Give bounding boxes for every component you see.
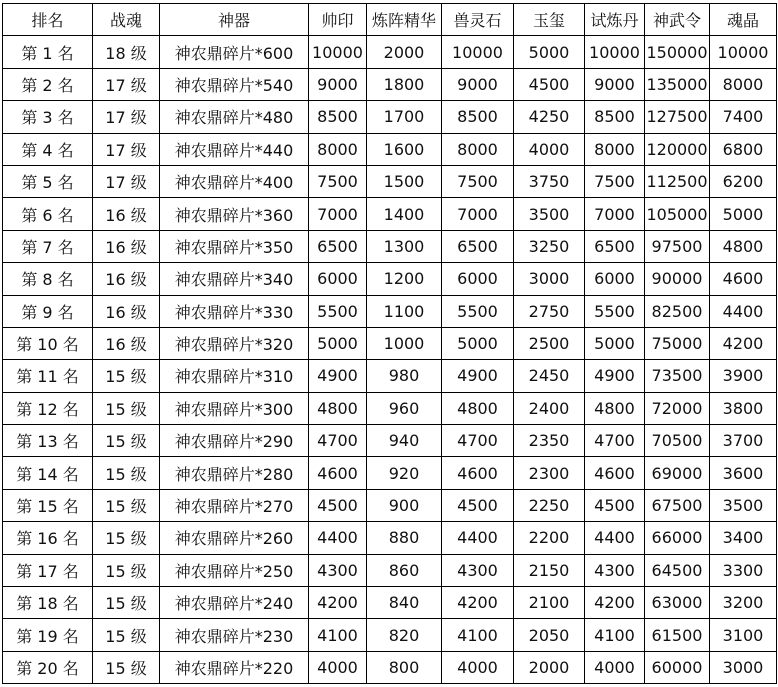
cell-divine-token: 72000	[645, 392, 710, 424]
cell-battle-soul: 15 级	[93, 489, 160, 521]
cell-jade-seal: 2100	[514, 587, 585, 619]
cell-beast-stone: 5500	[442, 295, 514, 327]
cell-formation-essence: 860	[367, 554, 442, 586]
cell-trial-pill: 4900	[585, 360, 645, 392]
header-cell-trial-pill: 试炼丹	[585, 4, 645, 36]
cell-seal: 8500	[309, 101, 367, 133]
cell-beast-stone: 4500	[442, 489, 514, 521]
cell-divine-token: 105000	[645, 198, 710, 230]
cell-seal: 4400	[309, 522, 367, 554]
cell-jade-seal: 4000	[514, 133, 585, 165]
cell-divine-token: 63000	[645, 587, 710, 619]
table-row	[3, 489, 777, 521]
cell-soul-crystal: 8000	[710, 68, 777, 100]
cell-trial-pill: 4100	[585, 619, 645, 651]
cell-rank: 第 10 名	[3, 327, 93, 359]
header-cell-battle-soul: 战魂	[93, 4, 160, 36]
cell-jade-seal: 2350	[514, 425, 585, 457]
header-cell-formation-essence: 炼阵精华	[367, 4, 442, 36]
cell-beast-stone: 7500	[442, 165, 514, 197]
table-row	[3, 425, 777, 457]
cell-divine-token: 90000	[645, 263, 710, 295]
cell-divine-token: 66000	[645, 522, 710, 554]
cell-jade-seal: 2400	[514, 392, 585, 424]
cell-jade-seal: 2450	[514, 360, 585, 392]
cell-artifact: 神农鼎碎片*270	[160, 489, 309, 521]
cell-jade-seal: 2500	[514, 327, 585, 359]
cell-formation-essence: 960	[367, 392, 442, 424]
cell-artifact: 神农鼎碎片*290	[160, 425, 309, 457]
cell-trial-pill: 4600	[585, 457, 645, 489]
cell-seal: 4300	[309, 554, 367, 586]
cell-rank: 第 19 名	[3, 619, 93, 651]
cell-rank: 第 17 名	[3, 554, 93, 586]
cell-rank: 第 12 名	[3, 392, 93, 424]
cell-rank: 第 13 名	[3, 425, 93, 457]
cell-artifact: 神农鼎碎片*600	[160, 36, 309, 68]
cell-trial-pill: 6000	[585, 263, 645, 295]
header-cell-soul-crystal: 魂晶	[710, 4, 777, 36]
cell-jade-seal: 4500	[514, 68, 585, 100]
cell-jade-seal: 3000	[514, 263, 585, 295]
cell-formation-essence: 1700	[367, 101, 442, 133]
cell-artifact: 神农鼎碎片*220	[160, 651, 309, 683]
cell-jade-seal: 2050	[514, 619, 585, 651]
cell-soul-crystal: 5000	[710, 198, 777, 230]
cell-seal: 10000	[309, 36, 367, 68]
cell-seal: 7500	[309, 165, 367, 197]
table-row	[3, 133, 777, 165]
cell-artifact: 神农鼎碎片*260	[160, 522, 309, 554]
cell-divine-token: 73500	[645, 360, 710, 392]
table-row	[3, 360, 777, 392]
cell-soul-crystal: 3700	[710, 425, 777, 457]
cell-artifact: 神农鼎碎片*350	[160, 230, 309, 262]
cell-jade-seal: 2150	[514, 554, 585, 586]
header-cell-seal: 帅印	[309, 4, 367, 36]
table-row	[3, 263, 777, 295]
cell-beast-stone: 4600	[442, 457, 514, 489]
cell-divine-token: 150000	[645, 36, 710, 68]
cell-jade-seal: 3250	[514, 230, 585, 262]
table-body	[3, 36, 777, 684]
cell-artifact: 神农鼎碎片*540	[160, 68, 309, 100]
cell-divine-token: 67500	[645, 489, 710, 521]
cell-seal: 4900	[309, 360, 367, 392]
cell-trial-pill: 4400	[585, 522, 645, 554]
cell-beast-stone: 4900	[442, 360, 514, 392]
cell-formation-essence: 820	[367, 619, 442, 651]
cell-soul-crystal: 3600	[710, 457, 777, 489]
header-row	[3, 4, 777, 36]
cell-rank: 第 16 名	[3, 522, 93, 554]
cell-rank: 第 3 名	[3, 101, 93, 133]
cell-battle-soul: 15 级	[93, 587, 160, 619]
cell-battle-soul: 15 级	[93, 651, 160, 683]
cell-rank: 第 4 名	[3, 133, 93, 165]
cell-trial-pill: 4200	[585, 587, 645, 619]
ranking-rewards-table-container	[2, 3, 776, 684]
cell-formation-essence: 880	[367, 522, 442, 554]
cell-soul-crystal: 4800	[710, 230, 777, 262]
cell-jade-seal: 3500	[514, 198, 585, 230]
cell-formation-essence: 1800	[367, 68, 442, 100]
cell-seal: 4500	[309, 489, 367, 521]
cell-formation-essence: 1100	[367, 295, 442, 327]
cell-artifact: 神农鼎碎片*300	[160, 392, 309, 424]
cell-divine-token: 61500	[645, 619, 710, 651]
cell-soul-crystal: 4200	[710, 327, 777, 359]
cell-beast-stone: 4400	[442, 522, 514, 554]
cell-formation-essence: 1500	[367, 165, 442, 197]
table-row	[3, 327, 777, 359]
cell-soul-crystal: 10000	[710, 36, 777, 68]
cell-formation-essence: 800	[367, 651, 442, 683]
cell-soul-crystal: 6200	[710, 165, 777, 197]
cell-seal: 4600	[309, 457, 367, 489]
cell-artifact: 神农鼎碎片*230	[160, 619, 309, 651]
cell-rank: 第 9 名	[3, 295, 93, 327]
cell-formation-essence: 840	[367, 587, 442, 619]
cell-battle-soul: 15 级	[93, 522, 160, 554]
table-row	[3, 587, 777, 619]
cell-formation-essence: 2000	[367, 36, 442, 68]
table-row	[3, 198, 777, 230]
table-row	[3, 295, 777, 327]
cell-seal: 4100	[309, 619, 367, 651]
cell-artifact: 神农鼎碎片*320	[160, 327, 309, 359]
cell-artifact: 神农鼎碎片*440	[160, 133, 309, 165]
cell-battle-soul: 15 级	[93, 392, 160, 424]
cell-battle-soul: 16 级	[93, 198, 160, 230]
cell-beast-stone: 4100	[442, 619, 514, 651]
header-cell-jade-seal: 玉玺	[514, 4, 585, 36]
cell-soul-crystal: 7400	[710, 101, 777, 133]
cell-divine-token: 69000	[645, 457, 710, 489]
cell-beast-stone: 10000	[442, 36, 514, 68]
cell-formation-essence: 1200	[367, 263, 442, 295]
cell-trial-pill: 4300	[585, 554, 645, 586]
cell-trial-pill: 9000	[585, 68, 645, 100]
table-row	[3, 101, 777, 133]
table-row	[3, 457, 777, 489]
cell-trial-pill: 10000	[585, 36, 645, 68]
cell-soul-crystal: 3500	[710, 489, 777, 521]
cell-soul-crystal: 4400	[710, 295, 777, 327]
table-row	[3, 230, 777, 262]
cell-beast-stone: 6000	[442, 263, 514, 295]
cell-soul-crystal: 3100	[710, 619, 777, 651]
cell-beast-stone: 4300	[442, 554, 514, 586]
table-row	[3, 651, 777, 683]
cell-seal: 4700	[309, 425, 367, 457]
cell-trial-pill: 4000	[585, 651, 645, 683]
cell-battle-soul: 15 级	[93, 619, 160, 651]
cell-rank: 第 15 名	[3, 489, 93, 521]
header-cell-rank: 排名	[3, 4, 93, 36]
cell-artifact: 神农鼎碎片*310	[160, 360, 309, 392]
cell-artifact: 神农鼎碎片*340	[160, 263, 309, 295]
cell-trial-pill: 4500	[585, 489, 645, 521]
cell-seal: 4800	[309, 392, 367, 424]
cell-divine-token: 75000	[645, 327, 710, 359]
cell-battle-soul: 17 级	[93, 133, 160, 165]
cell-trial-pill: 8500	[585, 101, 645, 133]
cell-battle-soul: 18 级	[93, 36, 160, 68]
cell-jade-seal: 5000	[514, 36, 585, 68]
cell-rank: 第 20 名	[3, 651, 93, 683]
cell-battle-soul: 15 级	[93, 554, 160, 586]
cell-soul-crystal: 3800	[710, 392, 777, 424]
cell-soul-crystal: 3000	[710, 651, 777, 683]
cell-artifact: 神农鼎碎片*250	[160, 554, 309, 586]
cell-beast-stone: 6500	[442, 230, 514, 262]
cell-divine-token: 112500	[645, 165, 710, 197]
cell-beast-stone: 9000	[442, 68, 514, 100]
table-row	[3, 36, 777, 68]
cell-beast-stone: 8000	[442, 133, 514, 165]
cell-jade-seal: 4250	[514, 101, 585, 133]
table-row	[3, 619, 777, 651]
table-row	[3, 68, 777, 100]
cell-artifact: 神农鼎碎片*360	[160, 198, 309, 230]
cell-battle-soul: 15 级	[93, 425, 160, 457]
cell-seal: 6000	[309, 263, 367, 295]
cell-battle-soul: 17 级	[93, 101, 160, 133]
cell-formation-essence: 920	[367, 457, 442, 489]
cell-divine-token: 97500	[645, 230, 710, 262]
table-row	[3, 522, 777, 554]
cell-rank: 第 5 名	[3, 165, 93, 197]
cell-soul-crystal: 3900	[710, 360, 777, 392]
cell-artifact: 神农鼎碎片*330	[160, 295, 309, 327]
cell-formation-essence: 940	[367, 425, 442, 457]
cell-trial-pill: 7500	[585, 165, 645, 197]
cell-artifact: 神农鼎碎片*400	[160, 165, 309, 197]
cell-rank: 第 2 名	[3, 68, 93, 100]
table-row	[3, 554, 777, 586]
cell-formation-essence: 1400	[367, 198, 442, 230]
cell-seal: 4000	[309, 651, 367, 683]
cell-beast-stone: 8500	[442, 101, 514, 133]
cell-beast-stone: 5000	[442, 327, 514, 359]
cell-soul-crystal: 3200	[710, 587, 777, 619]
header-cell-beast-stone: 兽灵石	[442, 4, 514, 36]
cell-rank: 第 8 名	[3, 263, 93, 295]
cell-rank: 第 18 名	[3, 587, 93, 619]
cell-rank: 第 1 名	[3, 36, 93, 68]
cell-trial-pill: 5000	[585, 327, 645, 359]
cell-trial-pill: 6500	[585, 230, 645, 262]
cell-trial-pill: 8000	[585, 133, 645, 165]
cell-battle-soul: 16 级	[93, 327, 160, 359]
cell-divine-token: 82500	[645, 295, 710, 327]
table-row	[3, 165, 777, 197]
cell-formation-essence: 1000	[367, 327, 442, 359]
cell-battle-soul: 17 级	[93, 68, 160, 100]
cell-divine-token: 64500	[645, 554, 710, 586]
cell-jade-seal: 3750	[514, 165, 585, 197]
cell-seal: 6500	[309, 230, 367, 262]
cell-seal: 9000	[309, 68, 367, 100]
header-cell-divine-token: 神武令	[645, 4, 710, 36]
cell-formation-essence: 1300	[367, 230, 442, 262]
cell-trial-pill: 4700	[585, 425, 645, 457]
cell-rank: 第 14 名	[3, 457, 93, 489]
cell-jade-seal: 2200	[514, 522, 585, 554]
cell-trial-pill: 5500	[585, 295, 645, 327]
cell-seal: 5500	[309, 295, 367, 327]
cell-beast-stone: 7000	[442, 198, 514, 230]
cell-soul-crystal: 3300	[710, 554, 777, 586]
cell-battle-soul: 17 级	[93, 165, 160, 197]
cell-formation-essence: 900	[367, 489, 442, 521]
cell-seal: 8000	[309, 133, 367, 165]
cell-trial-pill: 4800	[585, 392, 645, 424]
cell-formation-essence: 980	[367, 360, 442, 392]
cell-jade-seal: 2300	[514, 457, 585, 489]
cell-divine-token: 70500	[645, 425, 710, 457]
cell-battle-soul: 16 级	[93, 263, 160, 295]
cell-battle-soul: 16 级	[93, 230, 160, 262]
cell-jade-seal: 2750	[514, 295, 585, 327]
ranking-rewards-table	[2, 3, 777, 684]
header-cell-artifact: 神器	[160, 4, 309, 36]
cell-jade-seal: 2000	[514, 651, 585, 683]
cell-formation-essence: 1600	[367, 133, 442, 165]
cell-beast-stone: 4800	[442, 392, 514, 424]
cell-soul-crystal: 4600	[710, 263, 777, 295]
cell-seal: 7000	[309, 198, 367, 230]
table-row	[3, 392, 777, 424]
cell-artifact: 神农鼎碎片*480	[160, 101, 309, 133]
cell-battle-soul: 15 级	[93, 457, 160, 489]
cell-trial-pill: 7000	[585, 198, 645, 230]
cell-seal: 4200	[309, 587, 367, 619]
cell-battle-soul: 16 级	[93, 295, 160, 327]
cell-rank: 第 6 名	[3, 198, 93, 230]
cell-beast-stone: 4000	[442, 651, 514, 683]
cell-artifact: 神农鼎碎片*280	[160, 457, 309, 489]
cell-divine-token: 120000	[645, 133, 710, 165]
cell-rank: 第 11 名	[3, 360, 93, 392]
cell-beast-stone: 4700	[442, 425, 514, 457]
cell-battle-soul: 15 级	[93, 360, 160, 392]
cell-divine-token: 60000	[645, 651, 710, 683]
cell-artifact: 神农鼎碎片*240	[160, 587, 309, 619]
cell-soul-crystal: 6800	[710, 133, 777, 165]
cell-soul-crystal: 3400	[710, 522, 777, 554]
cell-beast-stone: 4200	[442, 587, 514, 619]
cell-divine-token: 135000	[645, 68, 710, 100]
cell-divine-token: 127500	[645, 101, 710, 133]
cell-rank: 第 7 名	[3, 230, 93, 262]
cell-seal: 5000	[309, 327, 367, 359]
cell-jade-seal: 2250	[514, 489, 585, 521]
